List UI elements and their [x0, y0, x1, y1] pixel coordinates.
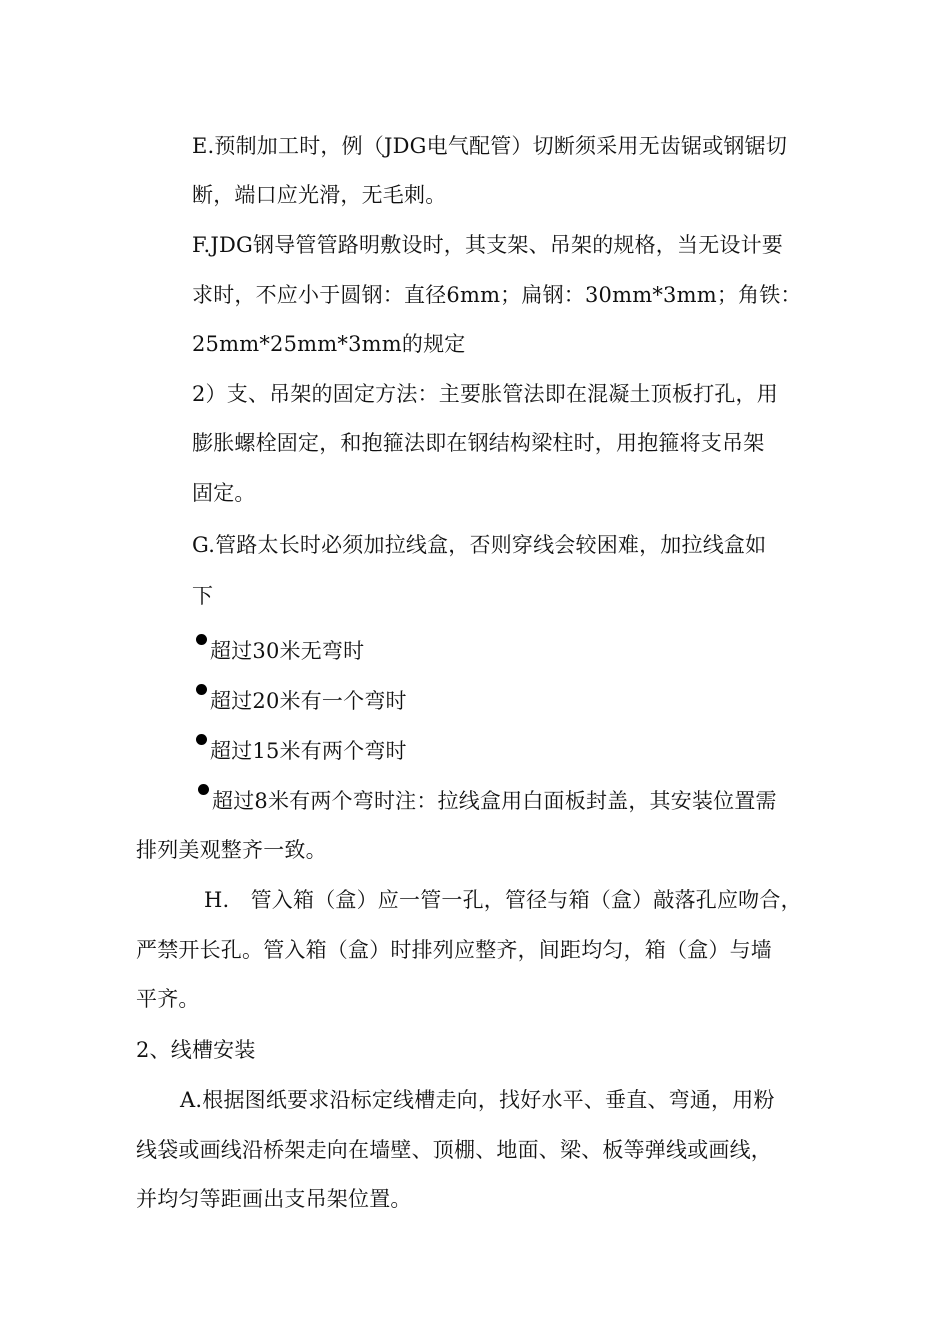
- section-heading: 2、线槽安装: [136, 1038, 256, 1062]
- paragraph-f-line-3: 25mm*25mm*3mm的规定: [192, 332, 466, 356]
- bullet-item-3: 超过15米有两个弯时: [210, 739, 407, 763]
- paragraph-e-line-2: 断，端口应光滑，无毛刺。: [192, 183, 447, 207]
- bullet-item-1: 超过30米无弯时: [210, 639, 365, 663]
- bullet-dot-icon: [196, 734, 207, 745]
- paragraph-h-line-3: 平齐。: [136, 987, 200, 1011]
- bullet-dot-icon: [196, 684, 207, 695]
- paragraph-a-line-3: 并均匀等距画出支吊架位置。: [136, 1187, 412, 1211]
- paragraph-h-line-1: H. 管入箱（盒）应一管一孔，管径与箱（盒）敲落孔应吻合，: [204, 888, 802, 912]
- bullet-dot-icon: [198, 784, 209, 795]
- paragraph-f-line-2: 求时，不应小于圆钢：直径6mm；扁钢：30mm*3mm；角铁：: [192, 283, 802, 307]
- paragraph-g-line-2: 下: [192, 584, 214, 608]
- paragraph-h-line-2: 严禁开长孔。管入箱（盒）时排列应整齐，间距均匀，箱（盒）与墙: [136, 938, 772, 962]
- bullet-dot-icon: [196, 634, 207, 645]
- bullet-item-2: 超过20米有一个弯时: [210, 689, 407, 713]
- paragraph-2-line-1: 2）支、吊架的固定方法：主要胀管法即在混凝土顶板打孔，用: [192, 382, 778, 406]
- paragraph-g-line-1: G.管路太长时必须加拉线盒，否则穿线会较困难，加拉线盒如: [192, 533, 767, 557]
- paragraph-f-line-1: F.JDG钢导管管路明敷设时，其支架、吊架的规格，当无设计要: [192, 233, 784, 257]
- paragraph-2-line-2: 膨胀螺栓固定，和抱箍法即在钢结构梁柱时，用抱箍将支吊架: [192, 431, 765, 455]
- bullet-continuation: 排列美观整齐一致。: [136, 838, 327, 862]
- paragraph-2-line-3: 固定。: [192, 481, 256, 505]
- paragraph-e-line-1: E.预制加工时，例（JDG电气配管）切断须采用无齿锯或钢锯切: [192, 134, 788, 158]
- paragraph-a-line-1: A.根据图纸要求沿标定线槽走向，找好水平、垂直、弯通，用粉: [180, 1088, 775, 1112]
- paragraph-a-line-2: 线袋或画线沿桥架走向在墙壁、顶棚、地面、梁、板等弹线或画线，: [136, 1138, 772, 1162]
- bullet-item-4: 超过8米有两个弯时注：拉线盒用白面板封盖，其安装位置需: [212, 789, 777, 813]
